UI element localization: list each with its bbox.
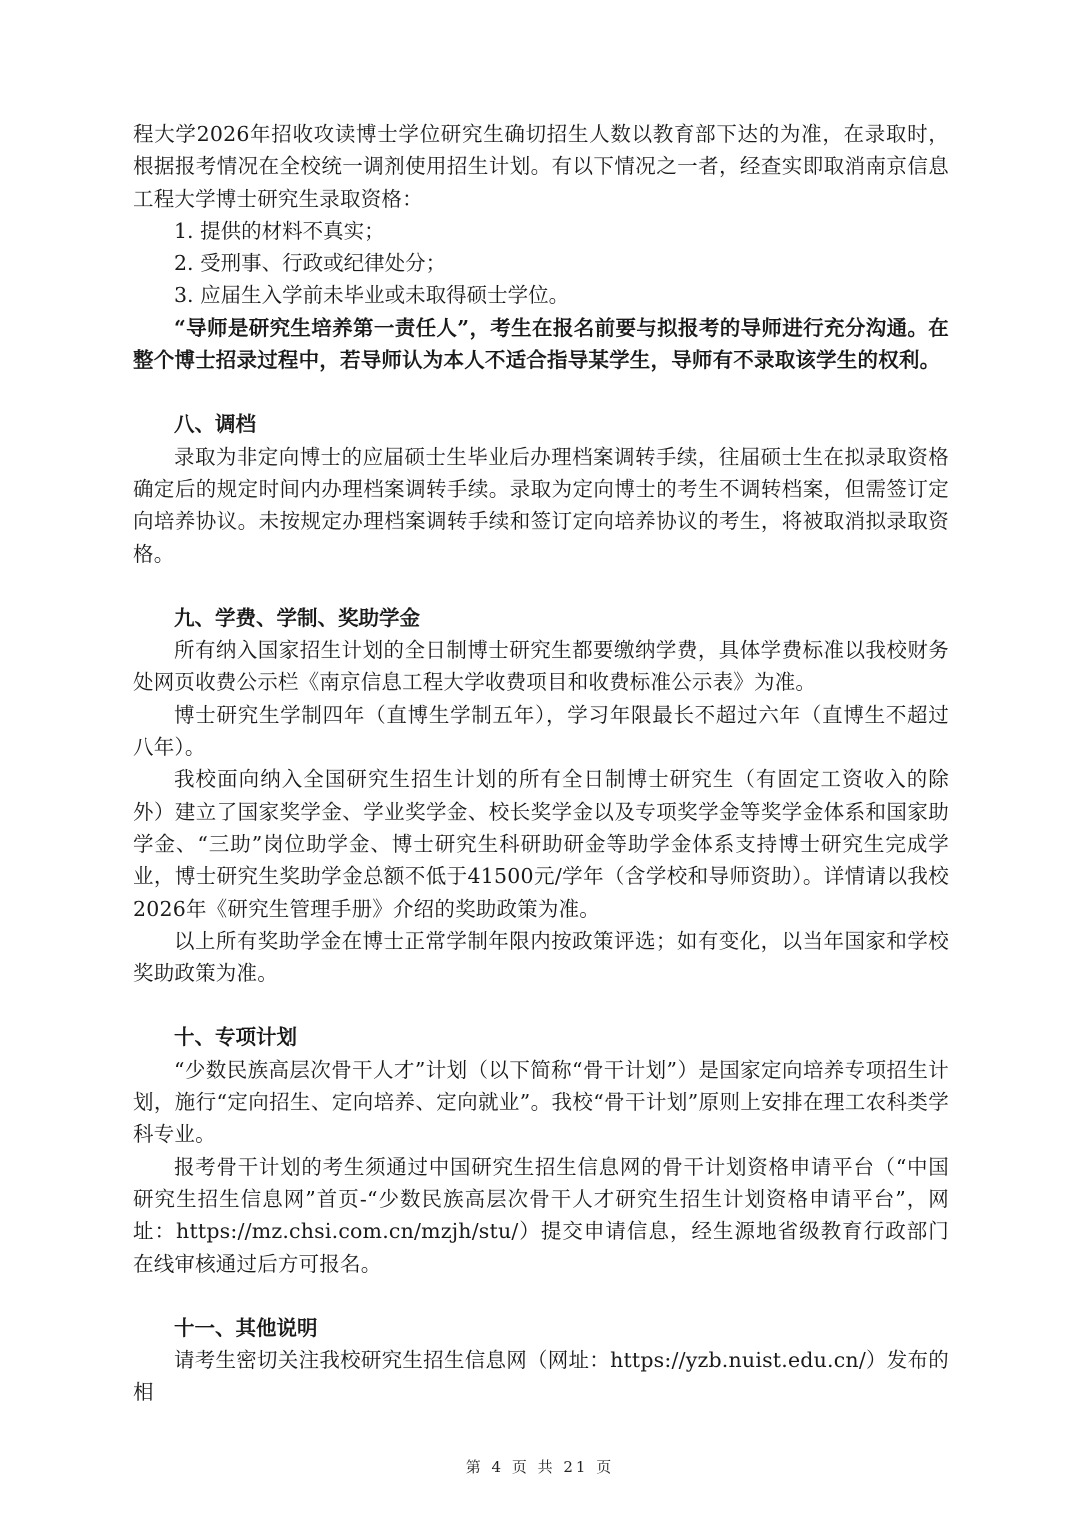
section-heading-tuition: 九、学费、学制、奖助学金 [174, 605, 420, 630]
scholarship-paragraph: 我校面向纳入全国研究生招生计划的所有全日制博士研究生（有固定工资收入的除外）建立了国家奖学金、学业奖学金、校长奖学金以及专项奖学金等奖学金体系和国家助学金、“三助”岗位助学金、博士研究生科研助研金等助学金体系支持博士研究生完成学业，博士研究生奖助学金总额不低于41500元/学年（含学校和导师资助）。详情请以我校2026年《研究生管理手册》介绍的奖助政策为准。 [133, 767, 949, 921]
list-item: 1. 提供的材料不真实； [174, 218, 385, 243]
scholarship-policy-paragraph: 以上所有奖助学金在博士正常学制年限内按政策评选；如有变化，以当年国家和学校奖助政策为准。 [133, 928, 949, 986]
study-duration-paragraph: 博士研究生学制四年（直博生学制五年），学习年限最长不超过六年（直博生不超过八年）。 [133, 702, 949, 760]
section-heading-other-notes: 十一、其他说明 [174, 1315, 318, 1340]
section-heading-special-program: 十、专项计划 [174, 1025, 297, 1050]
list-item: 3. 应届生入学前未毕业或未取得硕士学位。 [174, 283, 570, 308]
special-program-paragraph: “少数民族高层次骨干人才”计划（以下简称“骨干计划”）是国家定向培养专项招生计划，施行“定向招生、定向培养、定向就业”。我校“骨干计划”原则上安排在理工农科类学科专业。 [133, 1057, 949, 1147]
document-page [133, 118, 949, 1409]
tuition-paragraph: 所有纳入国家招生计划的全日制博士研究生都要缴纳学费，具体学费标准以我校财务处网页收费公示栏《南京信息工程大学收费项目和收费标准公示表》为准。 [133, 638, 949, 695]
advisor-responsibility-paragraph: “导师是研究生培养第一责任人”，考生在报名前要与拟报考的导师进行充分沟通。在整个博士招录过程中，若导师认为本人不适合指导某学生，导师有不录取该学生的权利。 [133, 315, 949, 373]
intro-paragraph: 程大学2026年招收攻读博士学位研究生确切招生人数以教育部下达的为准，在录取时，根据报考情况在全校统一调剂使用招生计划。有以下情况之一者，经查实即取消南京信息工程大学博士研究生录取资格： [133, 122, 949, 211]
list-item: 2. 受刑事、行政或纪律处分； [174, 251, 447, 276]
section-heading-archive-transfer: 八、调档 [174, 412, 256, 437]
section-gap [133, 989, 949, 1021]
section-gap [133, 376, 949, 408]
other-notes-paragraph: 请考生密切关注我校研究生招生信息网（网址：https://yzb.nuist.edu.cn/）发布的相 [133, 1348, 949, 1405]
page-number-footer: 第 4 页 共 21 页 [465, 1458, 615, 1476]
section-gap [133, 570, 949, 602]
archive-transfer-paragraph: 录取为非定向博士的应届硕士生毕业后办理档案调转手续，往届硕士生在拟录取资格确定后的规定时间内办理档案调转手续。录取为定向博士的考生不调转档案，但需签订定向培养协议。未按规定办理档案调转手续和签订定向培养协议的考生，将被取消拟录取资格。 [133, 444, 949, 566]
special-program-application-paragraph: 报考骨干计划的考生须通过中国研究生招生信息网的骨干计划资格申请平台（“中国研究生招生信息网”首页-“少数民族高层次骨干人才研究生招生计划资格申请平台”，网址：https://mz.chsi.com.cn/mzjh/stu/）提交申请信息，经生源地省级教育行政部门在线审核通过后方可报名。 [133, 1154, 949, 1276]
section-gap [133, 1280, 949, 1312]
